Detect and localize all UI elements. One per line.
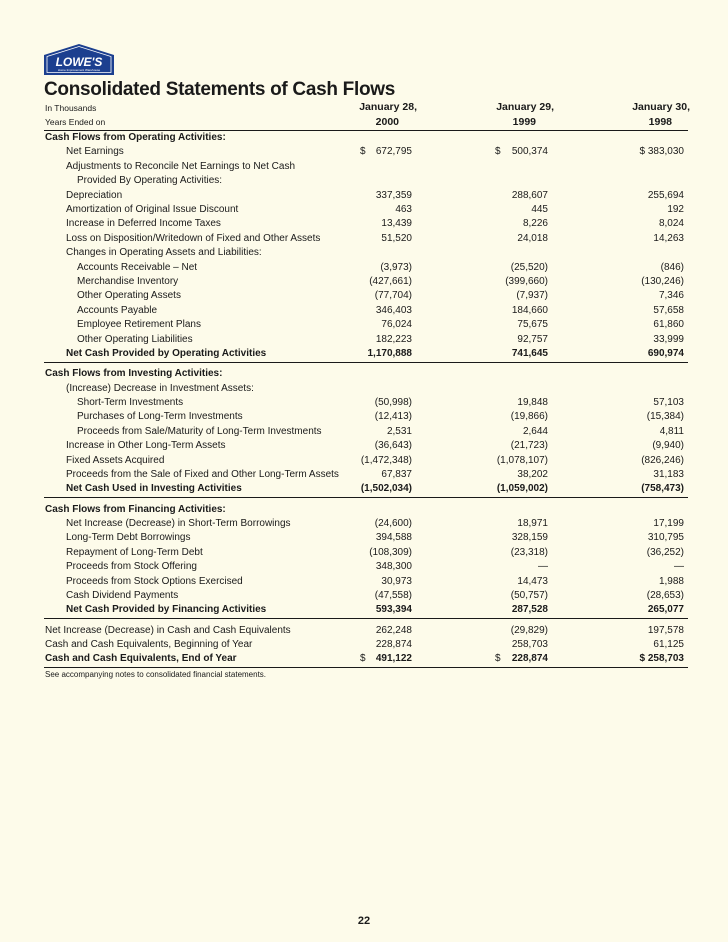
cell-value: 8,226 [522,218,548,230]
page-number: 22 [357,915,371,927]
row-label: Cash and Cash Equivalents, Beginning of Year [45,639,253,650]
cell-value: 7,346 [658,290,684,302]
row-label: Net Increase (Decrease) in Short-Term Borrowings [66,518,291,529]
cell-value: 690,974 [647,348,684,359]
row-label: Increase in Other Long-Term Assets [66,440,226,452]
row-label: Fixed Assets Acquired [66,454,165,466]
cell-value: (108,309) [369,546,412,558]
row-label: Proceeds from the Sale of Fixed and Other Long-Term Assets [66,469,339,480]
row-label: Long-Term Debt Borrowings [66,532,191,544]
table-row [0,454,728,468]
row-label: Repayment of Long-Term Debt [66,546,203,558]
row-label: Depreciation [66,189,123,201]
table-row [0,624,728,638]
cell-value: 228,874 [511,653,548,665]
cell-value: (7,937) [516,290,548,302]
cell-value: (36,252) [646,546,684,558]
units-label: In Thousands [45,103,97,113]
table-row [0,304,728,318]
row-label: Loss on Disposition/Writedown of Fixed and Other Assets [66,232,321,244]
table-row [0,246,728,260]
cell-value: 61,125 [653,639,684,650]
column-date: January 29, [496,101,554,113]
currency-symbol: $ [360,653,366,665]
cell-value: (23,318) [510,546,548,558]
table-row [0,382,728,396]
row-label: (Increase) Decrease in Investment Assets: [66,382,254,394]
cell-value: 491,122 [375,653,412,665]
cell-value: 197,578 [647,624,684,636]
cell-value: (50,998) [374,397,412,408]
cell-value: 228,874 [375,639,412,650]
table-row [0,289,728,303]
cell-value: 255,694 [647,189,684,201]
section-heading [0,503,728,517]
cell-value: 75,675 [517,319,548,331]
row-label: Accounts Payable [77,304,158,316]
cell-value: 184,660 [511,304,548,316]
cell-value: 2,644 [522,425,548,437]
cell-value: 61,860 [653,319,684,331]
cell-value: 288,607 [511,189,548,201]
row-label: Purchases of Long-Term Investments [77,411,243,423]
row-label: Accounts Receivable – Net [77,261,198,273]
row-label: Other Operating Liabilities [77,333,193,345]
cell-value: 51,520 [381,232,412,244]
bottom-rule [44,667,688,668]
cell-value: 8,024 [658,218,684,230]
column-date: January 30, [632,101,690,113]
cell-value: 14,263 [653,232,684,244]
table-row [0,575,728,589]
cell-value: (3,973) [380,261,412,273]
cell-value: $ 258,703 [639,653,684,665]
cell-value: 67,837 [381,469,412,480]
cell-value: (15,384) [646,411,684,423]
cell-value: (826,246) [641,454,684,466]
cell-value: (47,558) [374,590,412,601]
row-label: Merchandise Inventory [77,276,179,287]
cell-value: 1,170,888 [367,348,412,359]
cell-value: 262,248 [375,624,412,636]
table-row [0,189,728,203]
column-date: January 28, [359,101,417,113]
table-row [0,174,728,188]
cell-value: (36,643) [374,440,412,452]
row-label: Net Cash Used in Investing Activities [66,483,242,495]
cell-value: 346,403 [375,304,412,316]
cell-value: 192 [667,204,684,215]
cell-value: (846) [660,261,684,273]
cell-value: 265,077 [647,604,684,616]
cell-value: 24,018 [517,232,548,244]
footnote: See accompanying notes to consolidated financial statements. [45,670,267,679]
table-row [0,589,728,603]
row-label: Short-Term Investments [77,397,184,408]
table-row [0,396,728,410]
cell-value: 17,199 [653,518,684,529]
row-label: Proceeds from Stock Offering [66,561,197,573]
row-label: Provided By Operating Activities: [77,175,223,187]
column-header-1999 [454,100,554,130]
row-label: Net Earnings [66,146,124,158]
cell-value: 33,999 [653,333,684,345]
logo-wordmark: LOWE'S [55,55,103,69]
row-label: Cash Flows from Investing Activities: [45,368,223,380]
row-label: Net Cash Provided by Operating Activities [66,348,267,359]
cell-value: 445 [531,204,548,215]
table-row [0,517,728,531]
row-label: Proceeds from Stock Options Exercised [66,575,243,587]
table-row [0,232,728,246]
logo-tagline: Home Improvement Warehouse [57,68,101,72]
cell-value: (9,940) [652,440,684,452]
cell-value: (29,829) [510,624,548,636]
section-heading [0,367,728,381]
total-row [0,603,728,617]
total-row [0,347,728,361]
cell-value: (399,660) [505,276,548,287]
cell-value: (1,078,107) [496,454,548,466]
cell-value: 31,183 [653,469,684,480]
cell-value: $ 383,030 [639,146,684,158]
cell-value: 463 [395,204,412,215]
column-year: 2000 [375,116,399,128]
row-label: Increase in Deferred Income Taxes [66,218,221,230]
lowes-logo [44,44,114,75]
cell-value: 2,531 [386,425,412,437]
cell-value: 14,473 [517,575,548,587]
cell-value: (50,757) [510,590,548,601]
cell-value: 258,703 [511,639,548,650]
row-label: Proceeds from Sale/Maturity of Long-Term Investments [77,425,322,437]
row-label: Cash Flows from Financing Activities: [45,503,226,515]
table-row [0,546,728,560]
row-label: Adjustments to Reconcile Net Earnings to Net Cash [66,160,295,172]
currency-symbol: $ [360,146,366,158]
table-row [0,439,728,453]
table-row [0,531,728,545]
cell-value: (758,473) [641,483,684,495]
cell-value: (1,502,034) [360,483,412,495]
cell-value: (19,866) [510,411,548,423]
cell-value: 500,374 [511,146,548,158]
cell-value: (24,600) [374,518,412,529]
row-label: Amortization of Original Issue Discount [66,204,239,215]
table-row [0,318,728,332]
cell-value: 57,103 [653,397,684,408]
row-label: Cash and Cash Equivalents, End of Year [45,653,237,665]
cell-value: 19,848 [517,397,548,408]
table-row [0,145,728,159]
cell-value: (21,723) [510,440,548,452]
row-label: Net Cash Provided by Financing Activities [66,604,267,616]
cell-value: 4,811 [659,425,684,437]
cell-value: 30,973 [381,575,412,587]
cell-value: 672,795 [375,146,412,158]
table-row [0,425,728,439]
column-header-2000 [317,100,417,130]
cell-value: (130,246) [641,276,684,287]
currency-symbol: $ [495,653,501,665]
table-row [0,333,728,347]
cell-value: 741,645 [511,348,548,359]
cell-value: 348,300 [375,561,412,573]
row-label: Net Increase (Decrease) in Cash and Cash Equivalents [45,624,291,636]
cell-value: 310,795 [647,532,684,544]
cell-value: 337,359 [375,189,412,201]
cell-value: (1,059,002) [496,483,548,495]
section-rule [44,618,688,619]
table-row [0,560,728,574]
cell-value: (12,413) [374,411,412,423]
cell-value: (427,661) [369,276,412,287]
row-label: Changes in Operating Assets and Liabilities: [66,247,262,259]
table-row [0,261,728,275]
years-ended-label: Years Ended on [45,117,106,127]
table-row [0,217,728,231]
row-label: Other Operating Assets [77,290,181,302]
cell-value: 593,394 [375,604,412,616]
table-row [0,160,728,174]
cell-value: 287,528 [511,604,548,616]
total-row [0,482,728,496]
table-row [0,275,728,289]
cell-value: (28,653) [646,590,684,601]
cell-value: 57,658 [653,304,684,316]
table-row [0,638,728,652]
column-year: 1999 [512,116,536,128]
cell-value: 92,757 [517,333,548,345]
cell-value: (1,472,348) [360,454,412,466]
total-row [0,652,728,666]
cell-value: — [674,561,684,573]
cell-value: 18,971 [517,518,548,529]
column-header-1998 [590,100,690,130]
cell-value: 328,159 [511,532,548,544]
row-label: Cash Flows from Operating Activities: [45,132,226,143]
cell-value: 394,588 [375,532,412,544]
section-heading [0,131,728,145]
table-row [0,468,728,482]
table-row [0,203,728,217]
table-row [0,410,728,424]
cell-value: 182,223 [375,333,412,345]
section-rule [44,497,688,498]
cell-value: 38,202 [517,469,548,480]
cell-value: 76,024 [381,319,412,331]
cell-value: (77,704) [374,290,412,302]
row-label: Cash Dividend Payments [66,590,179,601]
cell-value: — [538,561,548,573]
cell-value: 13,439 [381,218,412,230]
cell-value: (25,520) [510,261,548,273]
section-rule [44,362,688,363]
cell-value: 1,988 [658,575,684,587]
page-title: Consolidated Statements of Cash Flows [44,79,396,100]
row-label: Employee Retirement Plans [77,319,201,331]
currency-symbol: $ [495,146,501,158]
column-year: 1998 [648,116,672,128]
